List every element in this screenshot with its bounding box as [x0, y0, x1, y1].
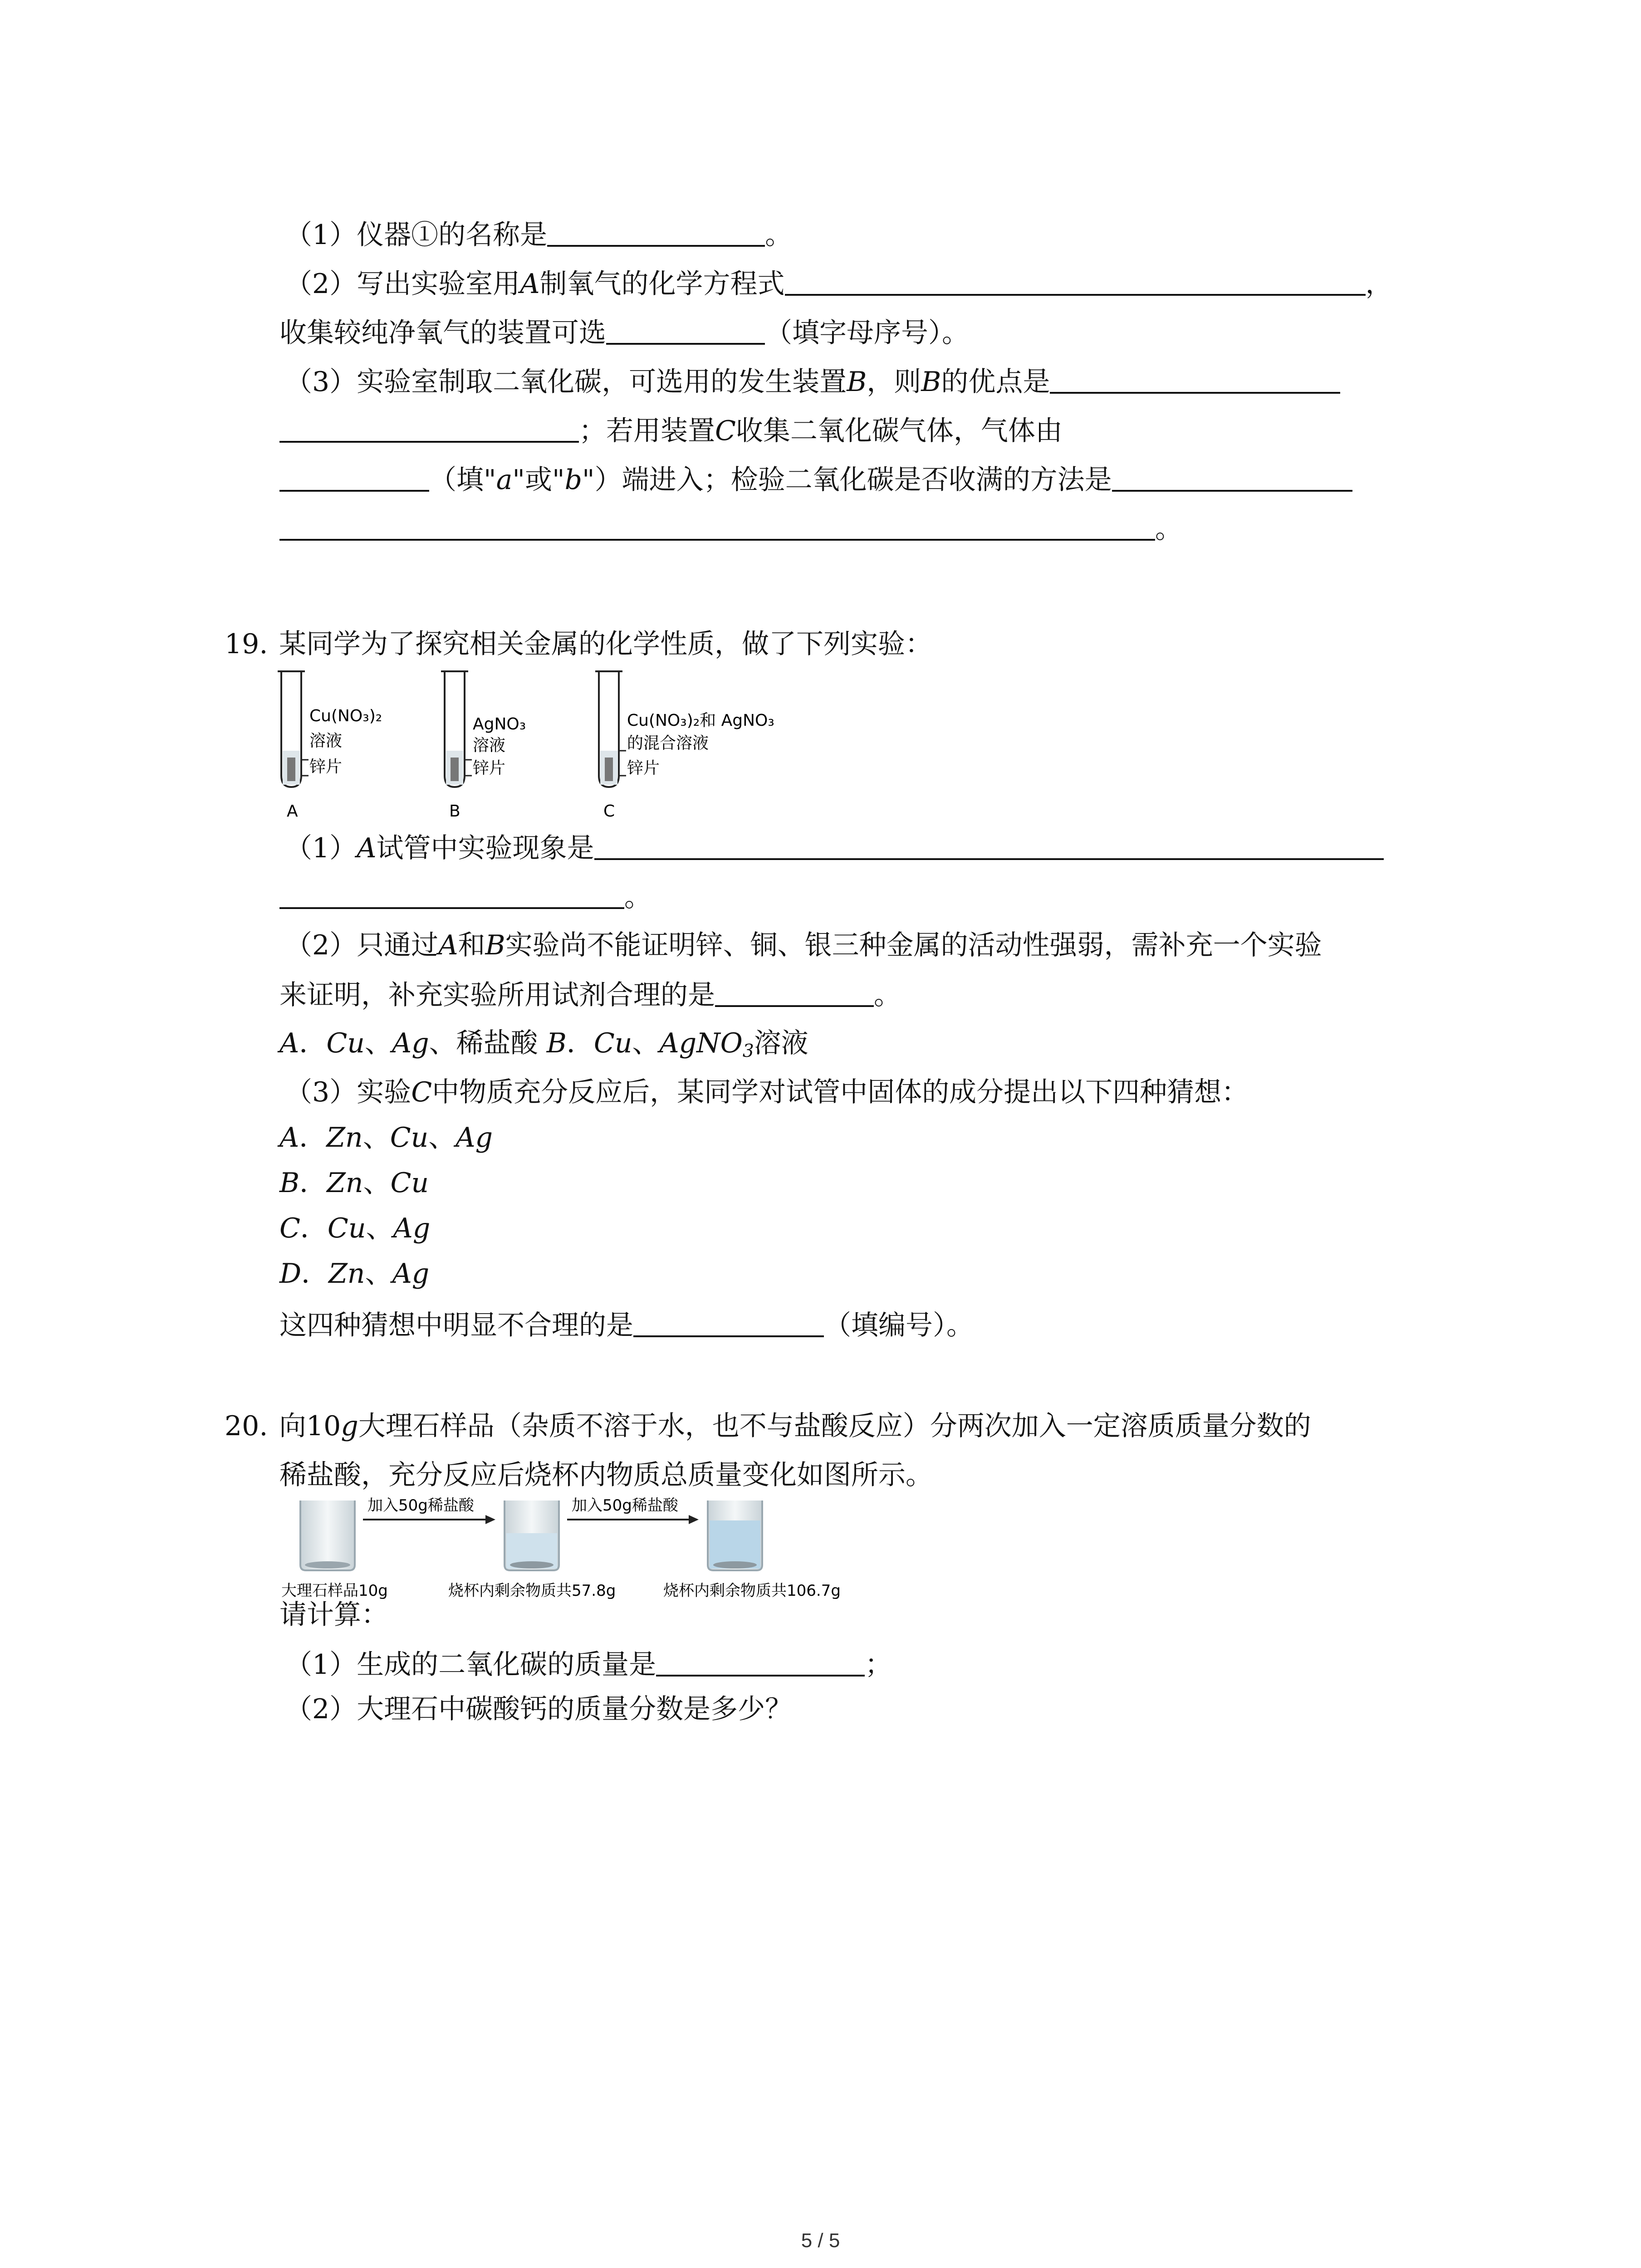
answer-blank[interactable]: [1050, 363, 1340, 394]
q18-part1: （1）仪器①的名称是 。: [285, 216, 792, 253]
tube-c-zinc-label: 锌片: [627, 759, 660, 777]
tube-a-zinc-label: 锌片: [309, 758, 343, 776]
tube-c-name: C: [603, 802, 615, 821]
q18-part3: （3）实验室制取二氧化碳，可选用的发生装置B，则B的优点是: [285, 363, 1340, 400]
answer-blank[interactable]: [606, 314, 765, 345]
beaker-figure: [272, 1492, 889, 1601]
q18-part3d: 。: [279, 510, 1182, 547]
q19-part2-options: [279, 1025, 808, 1061]
q18-part3b: ；若用装置C收集二氧化碳气体，气体由: [279, 412, 1063, 449]
test-tube-a: [278, 671, 382, 821]
answer-blank[interactable]: [279, 510, 1155, 541]
q18-part3c: （填"a"或"b"）端进入；检验二氧化碳是否收满的方法是: [279, 461, 1352, 498]
beaker-after-first: [505, 1501, 559, 1570]
tube-a-solute: Cu(NO₃)₂: [309, 707, 382, 725]
answer-blank[interactable]: [785, 265, 1366, 296]
arrow-2-label: 加入50g稀盐酸: [572, 1496, 678, 1515]
q19-part1b: 。: [279, 878, 652, 915]
answer-blank[interactable]: [1112, 461, 1352, 492]
answer-blank[interactable]: [279, 412, 579, 443]
answer-blank[interactable]: [279, 878, 624, 909]
guess-a: A．Zn、Cu、Ag: [279, 1122, 493, 1154]
q18-part2: （2）写出实验室用A制氧气的化学方程式 ，: [285, 265, 1393, 302]
q20-part1: （1）生成的二氧化碳的质量是 ；: [285, 1646, 892, 1683]
beaker-after-second: [708, 1501, 762, 1570]
tube-a-name: A: [287, 802, 298, 821]
option-a: A．Cu、Ag、稀盐酸: [279, 1027, 538, 1059]
answer-blank[interactable]: [633, 1306, 824, 1337]
page-number: 5 / 5: [801, 2229, 840, 2252]
q20-stem2: 稀盐酸，充分反应后烧杯内物质总质量变化如图所示。: [279, 1459, 933, 1491]
answer-blank[interactable]: [715, 976, 874, 1007]
q18-part2b: 收集较纯净氧气的装置可选 （填字母序号）。: [279, 314, 969, 351]
test-tube-b: [441, 671, 526, 821]
caption-after-first: 烧杯内剩余物质共57.8g: [448, 1582, 616, 1600]
q19-part2b: 来证明，补充实验所用试剂合理的是 。: [279, 976, 901, 1013]
tube-b-name: B: [449, 802, 460, 821]
tube-b-solution-label: 溶液: [473, 736, 506, 755]
answer-blank[interactable]: [656, 1646, 865, 1677]
tube-b-zinc-label: 锌片: [473, 759, 506, 777]
answer-blank[interactable]: [594, 829, 1384, 860]
guess-c: C．Cu、Ag: [279, 1212, 431, 1244]
q19-stem: 19. 某同学为了探究相关金属的化学性质，做了下列实验：: [225, 626, 932, 662]
guess-b: B．Zn、Cu: [279, 1167, 429, 1199]
q19-conclusion: 这四种猜想中明显不合理的是 （填编号）。: [279, 1306, 974, 1344]
q20-stem: 20. 向10g大理石样品（杂质不溶于水，也不与盐酸反应）分两次加入一定溶质质量分数的: [225, 1408, 1311, 1444]
question-number: 20.: [225, 1410, 268, 1442]
test-tube-c: [595, 671, 774, 821]
tube-b-solute: AgNO₃: [473, 715, 526, 733]
answer-blank[interactable]: [279, 461, 429, 492]
q19-part2: （2）只通过A和B实验尚不能证明锌、铜、银三种金属的活动性强弱，需补充一个实验: [285, 929, 1322, 961]
test-tube-figure: [268, 667, 812, 826]
tube-c-solution-label: 的混合溶液: [627, 734, 709, 753]
answer-blank[interactable]: [547, 216, 765, 247]
arrow-1-label: 加入50g稀盐酸: [367, 1496, 474, 1515]
caption-marble: 大理石样品10g: [281, 1582, 388, 1600]
question-number: 19.: [225, 628, 268, 660]
caption-after-second: 烧杯内剩余物质共106.7g: [663, 1582, 841, 1600]
q20-ask: 请计算：: [279, 1599, 388, 1631]
beaker-marble: [300, 1501, 355, 1570]
q19-part1: （1）A试管中实验现象是: [285, 829, 1384, 866]
tube-c-solute: Cu(NO₃)₂和 AgNO₃: [627, 711, 774, 730]
q20-part2: （2）大理石中碳酸钙的质量分数是多少？: [285, 1693, 793, 1725]
q19-part3: （3）实验C中物质充分反应后，某同学对试管中固体的成分提出以下四种猜想：: [285, 1076, 1249, 1108]
arrow-add-acid-1: [363, 1496, 495, 1524]
guess-d: D．Zn、Ag: [279, 1258, 430, 1290]
tube-a-solution-label: 溶液: [309, 732, 343, 750]
arrow-add-acid-2: [567, 1496, 699, 1524]
option-b: B．Cu、AgNO$_3$溶液: [546, 1027, 808, 1061]
